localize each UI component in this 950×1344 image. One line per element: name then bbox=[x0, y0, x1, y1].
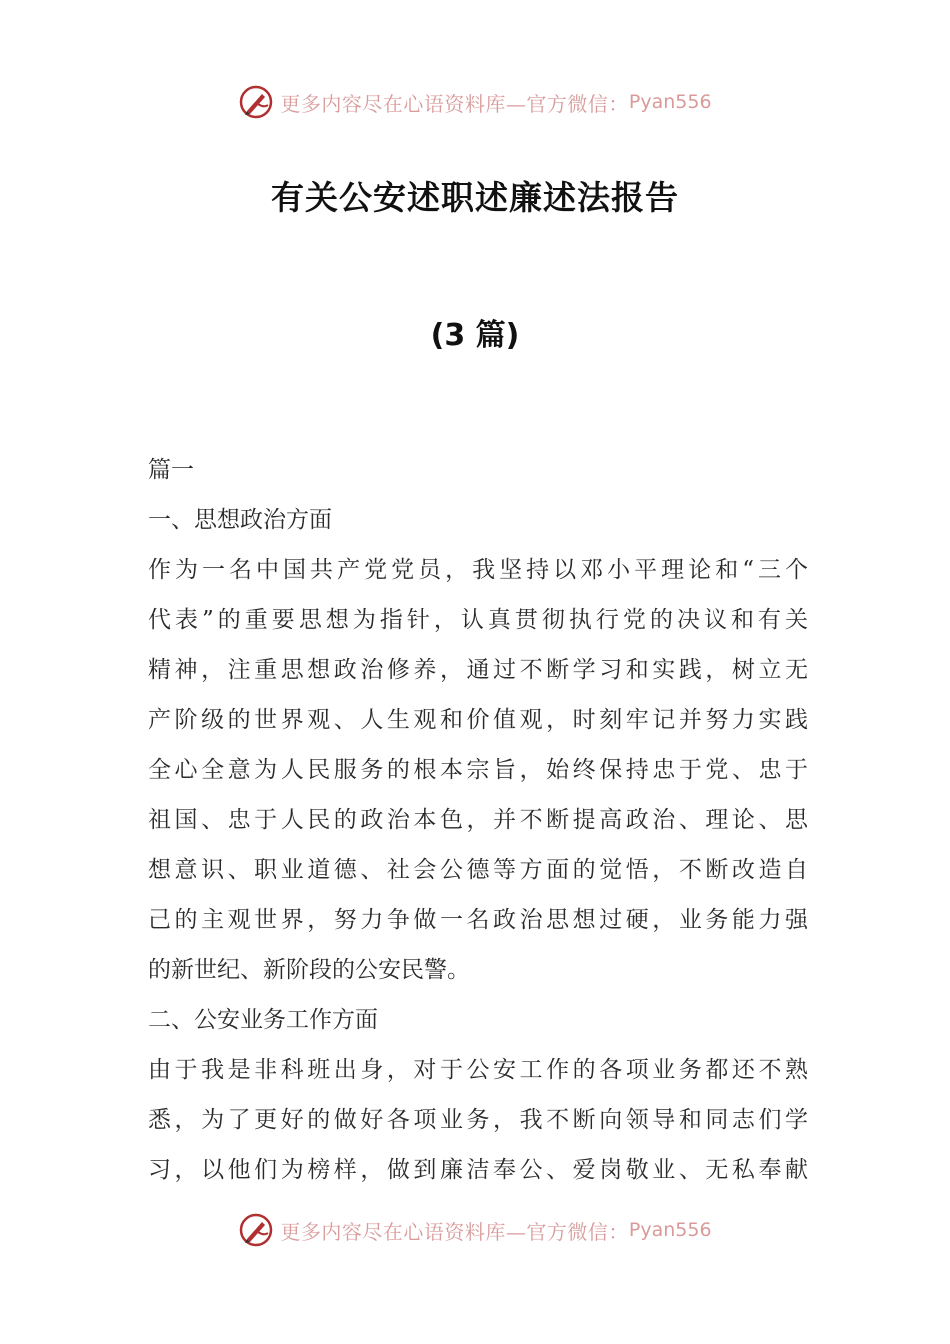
watermark-text: 更多内容尽在心语资料库—官方微信： bbox=[280, 91, 629, 116]
watermark-footer bbox=[0, 1210, 950, 1250]
body-line: 产阶级的世界观、人生观和价值观，时刻牢记并努力实践 bbox=[148, 707, 808, 733]
watermark-header bbox=[0, 82, 950, 122]
pen-logo-icon bbox=[238, 1212, 274, 1248]
body-line: 习，以他们为榜样，做到廉洁奉公、爱岗敬业、无私奉献 bbox=[148, 1157, 808, 1183]
watermark-wechat-id: Pyan556 bbox=[628, 91, 712, 113]
body-line: 代表”的重要思想为指针，认真贯彻执行党的决议和有关 bbox=[148, 607, 808, 633]
body-line: 悉，为了更好的做好各项业务，我不断向领导和同志们学 bbox=[148, 1107, 808, 1133]
heading-ideology: 一、思想政治方面 bbox=[148, 507, 332, 533]
document-subtitle: (3 篇) bbox=[430, 318, 520, 353]
body-line: 作为一名中国共产党党员，我坚持以邓小平理论和“三个 bbox=[148, 557, 808, 583]
body-line: 己的主观世界，努力争做一名政治思想过硬，业务能力强 bbox=[148, 907, 808, 933]
body-line: 全心全意为人民服务的根本宗旨，始终保持忠于党、忠于 bbox=[148, 757, 808, 783]
document-title: 有关公安述职述廉述法报告 bbox=[271, 178, 679, 217]
body-line: 精神，注重思想政治修养，通过不断学习和实践，树立无 bbox=[148, 657, 808, 683]
heading-police-work: 二、公安业务工作方面 bbox=[148, 1007, 378, 1033]
watermark-text: 更多内容尽在心语资料库—官方微信： bbox=[280, 1219, 629, 1244]
body-line: 的新世纪、新阶段的公安民警。 bbox=[148, 957, 470, 983]
document-body bbox=[148, 445, 808, 1195]
pen-logo-icon bbox=[238, 84, 274, 120]
body-line: 由于我是非科班出身，对于公安工作的各项业务都还不熟 bbox=[148, 1057, 808, 1083]
watermark-wechat-id: Pyan556 bbox=[628, 1219, 712, 1241]
body-line: 祖国、忠于人民的政治本色，并不断提高政治、理论、思 bbox=[148, 807, 808, 833]
section-label: 篇一 bbox=[148, 457, 194, 483]
body-line: 想意识、职业道德、社会公德等方面的觉悟，不断改造自 bbox=[148, 857, 808, 883]
